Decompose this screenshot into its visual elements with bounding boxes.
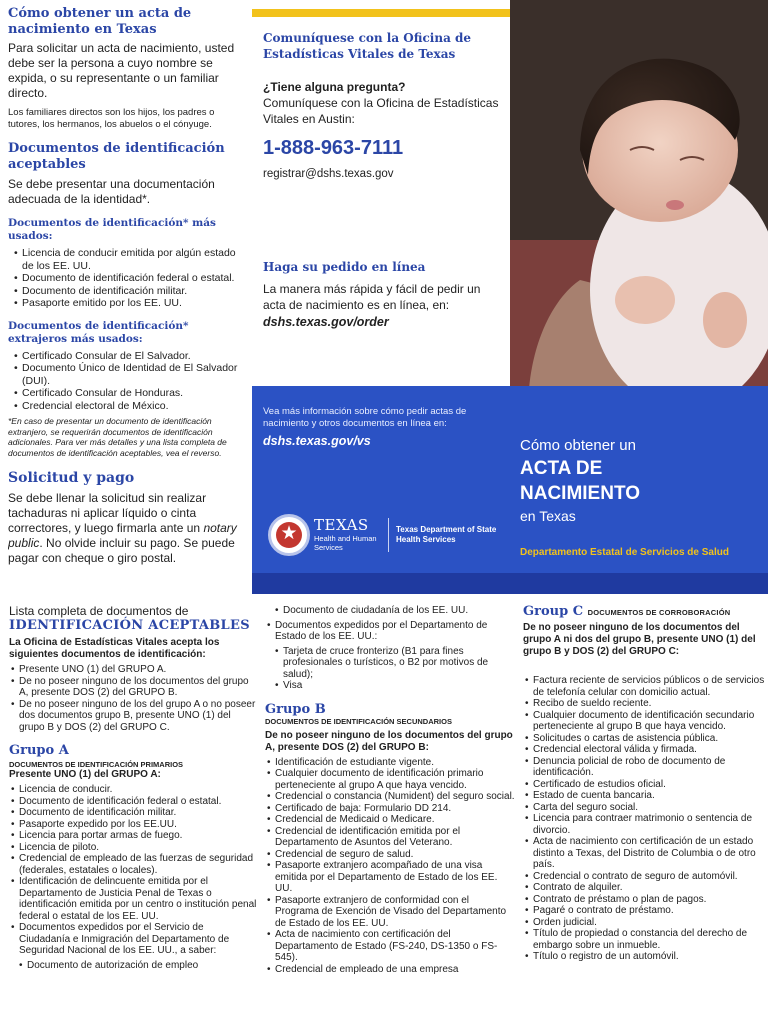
rules-list [9,664,257,733]
order-heading: Haga su pedido en línea [263,260,426,274]
foreign-id-list [8,350,240,413]
common-id-heading: Documentos de identificación* más usados: [8,217,216,242]
group-a-list-continued [265,620,515,643]
group-c-item: • Acta de nacimiento con certificación de un estado distinto a Texas, del Distrito de Columbia o de otro país. [523,836,766,871]
common-id-item: • Licencia de conducir emitida por algún estado de los EE. UU. [12,247,240,272]
cover-title-line1: Cómo obtener un [520,437,636,454]
order-url-link[interactable]: dshs.texas.gov/order [263,315,389,329]
list-intro: La Oficina de Estadísticas Vitales acepta los siguientes documentos de identificación: [9,637,220,660]
logo-hhs-text: Health and Human Services [314,534,377,552]
payment-text: Se debe llenar la solicitud sin realizar tachaduras ni aplicar líquido o cinta correctores, y luego firmarla ante un notary public. No olvide incluir su pago. Se puede pagar con cheque o giro postal. [8,491,237,565]
common-id-item: • Documento de identificación militar. [12,285,240,298]
group-b-item: • Credencial de identificación emitida por el Departamento de Asuntos del Veterano. [265,826,515,849]
foreign-id-heading: Documentos de identificación* extrajeros más usados: [8,319,189,345]
id-footnote: *En caso de presentar un documento de identificación extranjero, se requerirán documentos de identificación adicionales. Para ver más detalles y una lista completa de documentos de identificación aceptables, vea el reverso. [8,416,227,458]
group-b-item: • Credencial o constancia (Numident) del seguro social. [265,791,515,803]
foreign-id-item: • Credencial electoral de México. [12,400,240,413]
state-dept-subitem: • Visa [275,680,515,692]
payment-heading: Solicitud y pago [8,470,135,486]
contact-title: Comuníquese con la Oficina de Estadísticas Vitales de Texas [263,31,472,61]
group-c-item: • Estado de cuenta bancaria. [523,790,766,802]
group-a-desc: Presente UNO (1) del GRUPO A: [9,769,161,780]
common-id-item: • Documento de identificación federal o estatal. [12,272,240,285]
logo-texas-text: TEXAS [314,516,369,534]
texas-hhs-logo [268,512,503,560]
id-list-column-2 [265,602,515,1024]
notary-public-text: notary public [8,521,237,550]
email-link[interactable]: registrar@dshs.texas.gov [263,168,394,180]
cover-title-line3: en Texas [520,508,576,524]
id-heading: Documentos de identificación aceptables [8,141,225,172]
id-text: Se debe presentar una documentación adecuada de la identidad*. [8,177,215,206]
group-a-subitem: • Documento de autorización de empleo [19,960,257,972]
rule-item: • De no poseer ninguno de los documentos del grupo A, presente DOS (2) del GRUPO B. [9,676,257,699]
group-c-subtitle: DOCUMENTOS DE CORROBORACIÓN [587,608,731,617]
rule-item: • Presente UNO (1) del GRUPO A. [9,664,257,676]
group-b-desc: De no poseer ninguno de los documentos del grupo A, presente DOS (2) del GRUPO B: [265,729,513,753]
department-name: Departamento Estatal de Servicios de Salud [520,547,729,558]
cover-band [252,386,768,594]
rule-item: • De no poseer ninguno de los del grupo A o no poseer dos documentos grupo B, presente UNO (1) del grupo B y DOS (2) del GRUPO C. [9,699,257,734]
group-a-item: • Licencia de piloto. [9,842,257,854]
list-title-line2: IDENTIFICACIÓN ACEPTABLES [9,618,250,633]
id-list-column-3 [523,604,766,1024]
question-heading: ¿Tiene alguna pregunta? [263,80,406,94]
family-note: Los familiares directos son los hijos, los padres o tutores, los hermanos, los abuelos o el cónyuge. [8,107,215,130]
intro-title: Cómo obtener un acta de nacimiento en Texas [8,6,192,37]
cover-bottom-strip [252,573,768,594]
group-c-item: • Carta del seguro social. [523,802,766,814]
more-info-text: Vea más información sobre cómo pedir actas de nacimiento y otros documentos en línea en: [263,406,467,429]
cover-title-main: ACTA DE NACIMIENTO [520,458,640,504]
group-a-item: • Documento de identificación militar. [9,807,257,819]
intro-text: Para solicitar un acta de nacimiento, usted debe ser la persona a cuyo nombre se expida, o su representante o un familiar directo. [8,41,235,100]
group-a-subitem: • Documento de ciudadanía de los EE. UU. [275,605,515,617]
group-a-item: • Identificación de delincuente emitida por el Departamento de Justicia Penal de Texas o identificación emitida por un centro o institución penal federal o estatal de los EE. UU. [9,876,257,922]
group-c-item: • Título o registro de un automóvil. [523,951,766,963]
group-b-item: • Certificado de baja: Formulario DD 214. [265,803,515,815]
group-a-title: Grupo A [9,743,69,758]
order-text: La manera más rápida y fácil de pedir un acta de nacimiento es en línea, en: [263,282,481,312]
baby-photo-illustration [510,0,768,442]
group-a-list [9,784,257,957]
group-b-item: • Pasaporte extranjero de conformidad con el Programa de Exención de Visado del Departamento de Estado de los EE. UU. [265,895,515,930]
contact-panel [263,30,503,329]
texas-seal-icon: ★ [268,514,310,556]
group-b-item: • Credencial de empleado de una empresa [265,964,515,976]
list-title-line1: Lista completa de documentos de [9,604,189,618]
group-c-item: • Solicitudes o cartas de asistencia pública. [523,733,766,745]
group-a-item: • Pasaporte expedido por los EE.UU. [9,819,257,831]
group-c-title-row [523,604,766,619]
group-c-item: • Certificado de estudios oficial. [523,779,766,791]
foreign-id-item: • Documento Único de Identidad de El Salvador (DUI). [12,362,240,387]
phone-number[interactable]: 1-888-963-7111 [263,137,404,159]
group-c-item: • Licencia para contraer matrimonio o sentencia de divorcio. [523,813,766,836]
vs-url-link[interactable]: dshs.texas.gov/vs [263,434,371,448]
group-b-title: Grupo B [265,701,326,717]
common-id-item: • Pasaporte emitido por los EE. UU. [12,297,240,310]
baby-photo [510,0,768,442]
group-a-sublist [9,960,257,972]
group-c-list [523,675,766,963]
group-c-item: • Credencial electoral válida y firmada. [523,744,766,756]
group-b-item: • Cualquier documento de identificación primario perteneciente al grupo A que haya vencido. [265,768,515,791]
state-dept-sublist [265,646,515,692]
group-b-item: • Credencial de seguro de salud. [265,849,515,861]
group-c-item: • Contrato de préstamo o plan de pagos. [523,894,766,906]
group-c-item: • Cualquier documento de identificación secundario perteneciente al grupo B que haya vencido. [523,710,766,733]
group-a-item: • Licencia para portar armas de fuego. [9,830,257,842]
group-a-item: • Documentos expedidos por el Departamento de Estado de los EE. UU.: [265,620,515,643]
group-a-item: • Documento de identificación federal o estatal. [9,796,257,808]
group-a-item: • Credencial de empleado de las fuerzas de seguridad (federales, estatales o locales). [9,853,257,876]
group-b-item: • Credencial de Medicaid o Medicare. [265,814,515,826]
group-c-item: • Credencial o contrato de seguro de automóvil. [523,871,766,883]
group-c-desc: De no poseer ninguno de los documentos del grupo A ni dos del grupo B, presente UNO (1) del grupo B y DOS (2) del GRUPO C: [523,622,756,657]
intro-panel [8,6,240,591]
group-a-item: • Licencia de conducir. [9,784,257,796]
state-dept-subitem: • Tarjeta de cruce fronterizo (B1 para fines profesionales o turísticos, o B2 por motivos de salud); [275,646,515,681]
yellow-accent-bar [252,9,510,17]
question-text: Comuníquese con la Oficina de Estadísticas Vitales en Austin: [263,96,499,126]
group-b-list [265,757,515,976]
logo-divider [388,518,389,552]
group-b-item: • Pasaporte extranjero acompañado de una visa emitida por el Departamento de Estado de los EE. UU. [265,860,515,895]
id-list-column-1 [9,598,257,1024]
group-c-item: • Factura reciente de servicios públicos o de servicios de telefonía celular con domicilio actual. [523,675,766,698]
group-c-title: Group C [523,604,584,619]
group-b-item: • Identificación de estudiante vigente. [265,757,515,769]
group-c-item: • Título de propiedad o constancia del derecho de embargo sobre un inmueble. [523,928,766,951]
common-id-list [8,247,240,310]
group-b-subtitle: DOCUMENTOS DE IDENTIFICACIÓN SECUNDARIOS [265,716,452,726]
group-c-item: • Pagaré o contrato de préstamo. [523,905,766,917]
foreign-id-item: • Certificado Consular de Honduras. [12,387,240,400]
logo-dshs-text: Texas Department of State Health Services [396,525,497,544]
group-c-item: • Contrato de alquiler. [523,882,766,894]
group-b-item: • Acta de nacimiento con certificación del Departamento de Estado (FS-240, DS-1350 o FS-545). [265,929,515,964]
group-c-item: • Denuncia policial de robo de documento de identificación. [523,756,766,779]
group-a-sublist-continued [265,605,515,617]
group-a-item: • Documentos expedidos por el Servicio de Ciudadanía e Inmigración del Departamento de Seguridad Nacional de los EE. UU., a saber: [9,922,257,957]
foreign-id-item: • Certificado Consular de El Salvador. [12,350,240,363]
group-c-item: • Orden judicial. [523,917,766,929]
group-c-item: • Recibo de sueldo reciente. [523,698,766,710]
group-a-subtitle: DOCUMENTOS DE IDENTIFICACIÓN PRIMARIOS [9,760,184,769]
